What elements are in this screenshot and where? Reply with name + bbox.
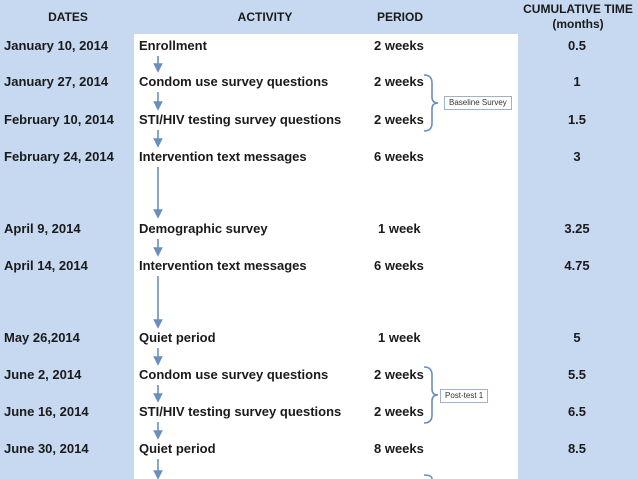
header-cumulative-title: CUMULATIVE TIME: [523, 2, 633, 16]
row-cumulative: 3.25: [564, 221, 590, 236]
row-cumulative: 1.5: [567, 112, 587, 127]
header-activity: ACTIVITY: [237, 10, 293, 24]
row-period: 1 week: [378, 330, 421, 345]
row-cumulative: 4.75: [564, 258, 590, 273]
partial-bracket: [424, 475, 432, 479]
row-activity: Enrollment: [139, 38, 207, 53]
row-date: April 9, 2014: [4, 221, 81, 236]
row-cumulative: 5.5: [567, 367, 587, 382]
row-date: June 30, 2014: [4, 441, 89, 456]
row-date: May 26,2014: [4, 330, 80, 345]
row-activity: Quiet period: [139, 441, 216, 456]
row-period: 2 weeks: [374, 112, 424, 127]
row-period: 6 weeks: [374, 258, 424, 273]
baseline-survey-label: Baseline Survey: [444, 96, 512, 110]
row-cumulative: 0.5: [567, 38, 587, 53]
row-period: 2 weeks: [374, 367, 424, 382]
row-cumulative: 6.5: [567, 404, 587, 419]
row-period: 8 weeks: [374, 441, 424, 456]
row-activity: Condom use survey questions: [139, 367, 329, 382]
row-date: June 2, 2014: [4, 367, 82, 382]
row-date: April 14, 2014: [4, 258, 88, 273]
row-date: January 10, 2014: [4, 38, 109, 53]
posttest-bracket: [424, 367, 438, 423]
header-period: PERIOD: [376, 10, 423, 24]
row-activity: Demographic survey: [139, 221, 268, 236]
row-period: 2 weeks: [374, 404, 424, 419]
posttest-label: Post-test 1: [440, 389, 488, 403]
row-cumulative: 8.5: [567, 441, 587, 456]
row-activity: STI/HIV testing survey questions: [139, 404, 342, 419]
row-activity: Quiet period: [139, 330, 216, 345]
row-date: February 10, 2014: [4, 112, 114, 127]
baseline-bracket: [424, 75, 438, 131]
row-period: 1 week: [378, 221, 421, 236]
row-cumulative: 3: [573, 149, 581, 164]
row-activity: Intervention text messages: [139, 258, 307, 273]
header-dates: DATES: [48, 10, 88, 24]
row-cumulative: 1: [573, 74, 581, 89]
row-cumulative: 5: [573, 330, 581, 345]
row-date: June 16, 2014: [4, 404, 89, 419]
row-activity: STI/HIV testing survey questions: [139, 112, 342, 127]
row-date: February 24, 2014: [4, 149, 114, 164]
row-period: 2 weeks: [374, 74, 424, 89]
row-activity: Intervention text messages: [139, 149, 307, 164]
row-activity: Condom use survey questions: [139, 74, 329, 89]
row-period: 2 weeks: [374, 38, 424, 53]
row-period: 6 weeks: [374, 149, 424, 164]
row-date: January 27, 2014: [4, 74, 109, 89]
header-cumulative-unit: (months): [552, 17, 604, 31]
